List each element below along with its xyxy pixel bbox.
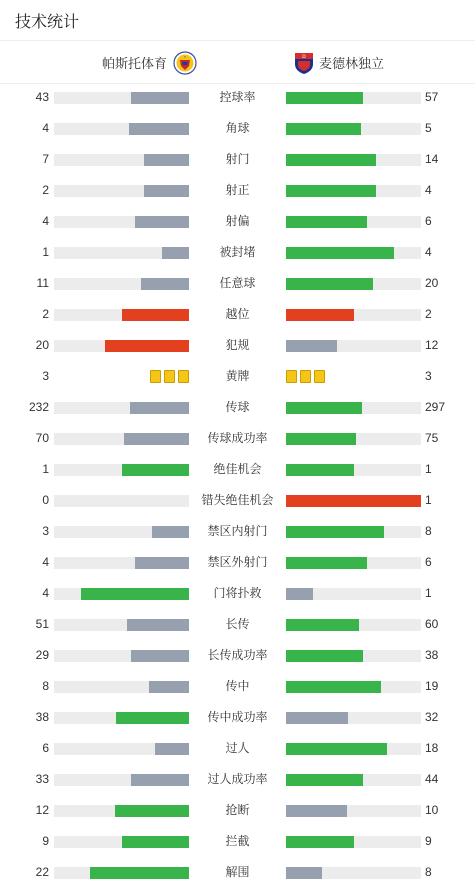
home-stat-bar	[54, 247, 189, 259]
away-stat-bar	[286, 433, 421, 445]
stat-label: 长传	[225, 617, 250, 631]
yellow-card-icon	[178, 370, 189, 383]
stat-label: 被封堵	[219, 245, 256, 259]
home-stat-bar	[54, 650, 189, 662]
home-stat-bar-fill	[130, 402, 189, 414]
away-stat-bar	[286, 247, 421, 259]
stat-label: 错失绝佳机会	[201, 493, 274, 507]
away-stat-bar	[286, 402, 421, 414]
away-stat-value: 4	[425, 245, 432, 259]
away-stat-bar-fill	[286, 867, 322, 879]
away-stat-bar	[286, 309, 421, 321]
stat-row	[0, 206, 475, 237]
stat-row	[0, 423, 475, 454]
home-team-crest-icon	[173, 51, 195, 73]
home-stat-bar-fill	[115, 805, 189, 817]
home-stat-bar-fill	[124, 433, 189, 445]
home-stat-value: 43	[35, 90, 49, 104]
stat-row	[0, 671, 475, 702]
away-stat-bar	[286, 681, 421, 693]
away-stat-bar	[286, 278, 421, 290]
home-stat-value: 12	[35, 803, 49, 817]
away-stat-value: 60	[425, 617, 439, 631]
home-stat-value: 8	[42, 679, 49, 693]
stat-label: 角球	[225, 121, 250, 135]
away-stat-bar-fill	[286, 588, 313, 600]
home-stat-value: 232	[28, 400, 49, 414]
home-stat-bar	[54, 867, 189, 879]
away-stat-bar	[286, 495, 421, 507]
yellow-card-icon	[150, 370, 161, 383]
away-stat-bar-fill	[286, 185, 376, 197]
away-stat-value: 5	[425, 121, 432, 135]
away-stat-bar	[286, 340, 421, 352]
stat-row	[0, 175, 475, 206]
home-stat-bar-fill	[144, 185, 189, 197]
away-team-crest-icon	[293, 51, 315, 73]
stat-label: 长传成功率	[207, 648, 268, 662]
away-stat-bar-fill	[286, 402, 362, 414]
away-stat-value: 2	[425, 307, 432, 321]
home-stat-value: 29	[35, 648, 49, 662]
svg-text:✦: ✦	[183, 55, 187, 59]
away-stat-value: 44	[425, 772, 439, 786]
home-stat-bar	[54, 309, 189, 321]
away-stat-bar-fill	[286, 774, 363, 786]
away-stat-bar	[286, 712, 421, 724]
home-stat-bar	[54, 681, 189, 693]
away-stat-bar-fill	[286, 712, 348, 724]
stat-label: 解围	[225, 865, 250, 879]
stat-row	[0, 702, 475, 733]
away-team-name: 麦德林独立	[319, 55, 385, 71]
yellow-card-icon	[164, 370, 175, 383]
away-stat-value: 8	[425, 524, 432, 538]
home-stat-bar	[54, 495, 189, 507]
away-stat-bar-fill	[286, 92, 363, 104]
stat-label: 传球成功率	[207, 431, 268, 445]
home-stat-value: 4	[42, 586, 49, 600]
home-stat-bar-fill	[81, 588, 189, 600]
stat-row	[0, 578, 475, 609]
away-stat-bar-fill	[286, 433, 356, 445]
away-stat-bar	[286, 123, 421, 135]
stat-row	[0, 826, 475, 857]
stat-row	[0, 640, 475, 671]
home-stat-value: 4	[42, 214, 49, 228]
home-stat-bar-fill	[144, 154, 189, 166]
stat-row	[0, 268, 475, 299]
home-stat-value: 2	[42, 183, 49, 197]
home-stat-bar	[54, 712, 189, 724]
home-stat-value: 2	[42, 307, 49, 321]
away-stat-bar-fill	[286, 526, 384, 538]
away-stat-bar-fill	[286, 743, 387, 755]
stat-label: 绝佳机会	[213, 462, 262, 476]
away-stat-bar-fill	[286, 557, 367, 569]
home-stat-bar	[54, 836, 189, 848]
home-stat-bar-fill	[127, 619, 189, 631]
home-stat-bar-fill	[122, 836, 190, 848]
away-stat-bar-fill	[286, 619, 359, 631]
stat-row	[0, 361, 475, 392]
home-stat-bar	[54, 340, 189, 352]
home-stat-bar	[54, 154, 189, 166]
stat-label: 越位	[225, 307, 250, 321]
stat-label: 传中	[225, 679, 250, 693]
stat-row	[0, 330, 475, 361]
away-stat-bar	[286, 154, 421, 166]
home-stat-value: 38	[35, 710, 49, 724]
stat-label: 门将扑救	[213, 586, 262, 600]
home-stat-value: 22	[35, 865, 49, 879]
away-yellow-cards	[286, 370, 325, 383]
away-stat-value: 6	[425, 555, 432, 569]
home-stat-bar-fill	[152, 526, 189, 538]
svg-text:D: D	[302, 55, 306, 60]
stat-row	[0, 516, 475, 547]
stat-label: 任意球	[219, 276, 256, 290]
home-stat-bar-fill	[135, 557, 189, 569]
away-stat-bar	[286, 743, 421, 755]
stat-row	[0, 609, 475, 640]
away-stat-bar-fill	[286, 805, 347, 817]
stat-row	[0, 113, 475, 144]
away-stat-value: 10	[425, 803, 439, 817]
yellow-card-icon	[286, 370, 297, 383]
home-stat-value: 0	[42, 493, 49, 507]
team-header	[0, 40, 475, 84]
away-stat-bar-fill	[286, 278, 373, 290]
away-stat-bar-fill	[286, 309, 354, 321]
stat-label: 控球率	[219, 90, 256, 104]
away-stat-bar-fill	[286, 216, 367, 228]
home-stat-bar-fill	[131, 774, 189, 786]
home-stat-value: 1	[42, 462, 49, 476]
stat-row	[0, 795, 475, 826]
home-stat-value: 4	[42, 121, 49, 135]
stat-row	[0, 764, 475, 795]
away-stat-bar	[286, 867, 421, 879]
home-stat-value: 51	[35, 617, 49, 631]
stat-row	[0, 392, 475, 423]
stat-row	[0, 237, 475, 268]
away-stat-bar	[286, 92, 421, 104]
home-team[interactable]	[102, 41, 195, 83]
stat-row	[0, 733, 475, 764]
stat-label: 传球	[225, 400, 250, 414]
yellow-card-icon	[300, 370, 311, 383]
home-stat-value: 4	[42, 555, 49, 569]
away-stat-bar	[286, 216, 421, 228]
away-stat-value: 75	[425, 431, 439, 445]
stat-row	[0, 454, 475, 485]
away-stat-bar	[286, 619, 421, 631]
stat-label: 射正	[225, 183, 250, 197]
home-stat-bar	[54, 123, 189, 135]
home-stat-bar-fill	[105, 340, 189, 352]
away-stat-bar-fill	[286, 247, 394, 259]
home-stat-bar-fill	[149, 681, 189, 693]
home-stat-bar-fill	[141, 278, 189, 290]
away-stat-value: 6	[425, 214, 432, 228]
away-stat-value: 297	[425, 400, 446, 414]
home-stat-bar-fill	[122, 309, 190, 321]
home-stat-bar	[54, 464, 189, 476]
away-stat-bar-fill	[286, 464, 354, 476]
away-stat-value: 14	[425, 152, 439, 166]
page-title: 技术统计	[15, 14, 80, 31]
yellow-card-icon	[314, 370, 325, 383]
away-stat-value: 32	[425, 710, 439, 724]
stat-row	[0, 547, 475, 578]
home-stat-bar-fill	[116, 712, 189, 724]
home-stat-bar	[54, 619, 189, 631]
home-stat-bar-fill	[131, 92, 189, 104]
away-stat-bar	[286, 526, 421, 538]
home-stat-bar-fill	[162, 247, 189, 259]
stat-label: 抢断	[225, 803, 250, 817]
away-stat-bar	[286, 464, 421, 476]
stat-label: 犯规	[225, 338, 250, 352]
away-stat-value: 9	[425, 834, 432, 848]
away-stat-value: 3	[425, 369, 432, 383]
home-stat-bar	[54, 588, 189, 600]
stat-label: 射门	[225, 152, 250, 166]
home-stat-value: 20	[35, 338, 49, 352]
home-stat-bar-fill	[155, 743, 189, 755]
stat-label: 拦截	[225, 834, 250, 848]
stat-label: 过人成功率	[207, 772, 268, 786]
home-stat-bar	[54, 278, 189, 290]
home-team-name: 帕斯托体育	[102, 55, 168, 71]
home-stat-bar-fill	[122, 464, 190, 476]
stat-row	[0, 485, 475, 516]
home-stat-bar	[54, 185, 189, 197]
stat-row	[0, 82, 475, 113]
home-stat-value: 3	[42, 369, 49, 383]
stat-label: 黄牌	[225, 369, 250, 383]
away-stat-bar-fill	[286, 681, 381, 693]
away-stat-bar	[286, 557, 421, 569]
home-stat-bar	[54, 216, 189, 228]
away-stat-bar-fill	[286, 154, 376, 166]
stat-label: 禁区外射门	[207, 555, 268, 569]
away-stat-value: 4	[425, 183, 432, 197]
home-stat-bar	[54, 402, 189, 414]
home-stat-value: 3	[42, 524, 49, 538]
away-stat-bar	[286, 805, 421, 817]
home-stat-value: 7	[42, 152, 49, 166]
away-stat-value: 18	[425, 741, 439, 755]
away-stat-bar	[286, 650, 421, 662]
away-stat-bar	[286, 588, 421, 600]
home-stat-bar-fill	[129, 123, 189, 135]
home-stat-value: 70	[35, 431, 49, 445]
away-stat-value: 1	[425, 586, 432, 600]
home-stat-bar-fill	[135, 216, 189, 228]
away-stat-bar-fill	[286, 123, 361, 135]
home-stat-value: 6	[42, 741, 49, 755]
home-stat-bar-fill	[90, 867, 189, 879]
home-stat-bar	[54, 92, 189, 104]
home-stat-bar-fill	[131, 650, 189, 662]
stat-row	[0, 299, 475, 330]
away-stat-bar-fill	[286, 650, 363, 662]
away-stat-value: 20	[425, 276, 439, 290]
away-stat-bar-fill	[286, 836, 354, 848]
home-stat-bar	[54, 557, 189, 569]
stat-label: 射偏	[225, 214, 250, 228]
home-yellow-cards	[150, 370, 189, 383]
home-stat-bar	[54, 774, 189, 786]
stat-row	[0, 144, 475, 175]
away-stat-value: 12	[425, 338, 439, 352]
away-stat-bar-fill	[286, 340, 337, 352]
stat-label: 禁区内射门	[207, 524, 268, 538]
stat-label: 传中成功率	[207, 710, 268, 724]
away-stat-bar-fill	[286, 495, 421, 507]
home-stat-bar	[54, 526, 189, 538]
away-stat-value: 8	[425, 865, 432, 879]
away-stat-bar	[286, 185, 421, 197]
away-stat-value: 38	[425, 648, 439, 662]
away-stat-value: 19	[425, 679, 439, 693]
home-stat-value: 11	[36, 276, 49, 290]
away-stat-value: 1	[425, 462, 432, 476]
home-stat-value: 33	[35, 772, 49, 786]
away-stat-value: 57	[425, 90, 439, 104]
home-stat-bar	[54, 433, 189, 445]
stat-label: 过人	[225, 741, 250, 755]
home-stat-bar	[54, 805, 189, 817]
away-stat-bar	[286, 774, 421, 786]
home-stat-value: 1	[42, 245, 49, 259]
home-stat-bar	[54, 743, 189, 755]
stat-row	[0, 857, 475, 888]
home-stat-value: 9	[42, 834, 49, 848]
away-team[interactable]	[293, 41, 384, 83]
away-stat-value: 1	[425, 493, 432, 507]
away-stat-bar	[286, 836, 421, 848]
